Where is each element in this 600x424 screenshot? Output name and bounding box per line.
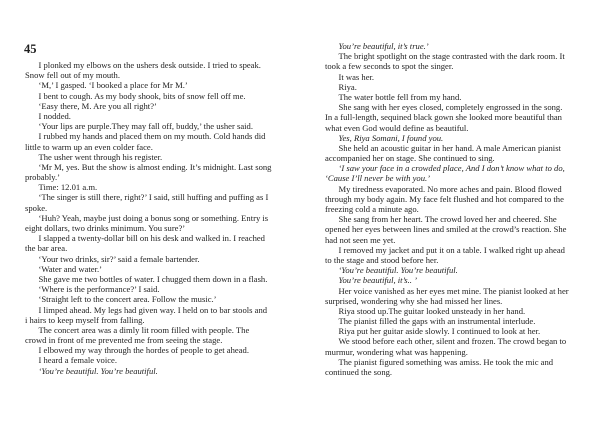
text-line: You’re beautiful, it’s.. ’	[338, 275, 417, 286]
text-line: ‘Water and water.’	[38, 263, 102, 274]
text-line: I slapped a twenty-dollar bill on his desk and walked in. I reached	[38, 233, 265, 244]
text-line: I rubbed my hands and placed them on my mouth. Cold hands did	[38, 131, 266, 142]
text-line: ‘Cause I’ll never be with you.’	[325, 173, 431, 184]
text-line: The pianist filled the gaps with an instrumental interlude.	[338, 316, 536, 327]
text-line: She sang with her eyes closed, completely engrossed in the song.	[338, 102, 563, 113]
text-line: ‘The singer is still there, right?’ I said, still huffing and puffing as I	[38, 192, 269, 203]
text-line: I nodded.	[38, 110, 71, 121]
text-line: ‘Straight left to the concert area. Follow the music.’	[38, 294, 217, 305]
text-line: She sang from her heart. The crowd loved her and cheered. She	[338, 214, 557, 225]
text-line: took a few seconds to spot the singer.	[325, 61, 454, 72]
text-line: had not seen me yet.	[325, 234, 396, 245]
page-number: 45	[24, 42, 37, 56]
text-line: Riya put her guitar aside slowly. I continued to look at her.	[338, 326, 541, 337]
text-line: Riya.	[338, 81, 357, 92]
text-line: ‘I saw your face in a crowded place, And I don’t know what to do,	[338, 163, 565, 174]
text-line: continued the song.	[325, 367, 393, 377]
text-line: The water bottle fell from my hand.	[338, 91, 462, 102]
text-line: ‘Mr M, yes. But the show is almost ending. It’s midnight. Last song	[38, 161, 272, 172]
text-line: The pianist figured something was amiss. He took the mic and	[338, 356, 554, 367]
text-line: ‘You’re beautiful. You’re beautiful.	[38, 365, 158, 376]
text-line: ‘Easy there, M. Are you all right?’	[38, 100, 157, 111]
text-line: ‘M,’ I gasped. ‘I booked a place for Mr M.’	[38, 80, 188, 91]
text-line: Yes, Riya Somani, I found you.	[338, 132, 444, 143]
text-line: I removed my jacket and put it on a table. I walked right up ahead	[338, 244, 565, 255]
text-line: probably.’	[25, 172, 60, 183]
text-line: Time: 12.01 a.m.	[38, 182, 98, 193]
text-line: accompanied her on stage. She continued to sing.	[325, 153, 495, 164]
text-line: My tiredness evaporated. No more aches and pain. Blood flowed	[338, 183, 562, 194]
text-line: The concert area was a dimly lit room filled with people. The	[38, 324, 250, 335]
left-text-column	[25, 60, 300, 376]
text-line: Her voice vanished as her eyes met mine. The pianist looked at her	[338, 285, 569, 296]
text-line: The bright spotlight on the stage contrasted with the dark room. It	[338, 51, 565, 62]
text-line: We stood before each other, silent and frozen. The crowd began to	[338, 336, 567, 347]
text-line: She held an acoustic guitar in her hand. A male American pianist	[338, 142, 561, 153]
text-line: Snow fell out of my mouth.	[25, 70, 121, 81]
text-line: crowd in front of me prevented me from seeing the stage.	[25, 335, 223, 346]
text-line: I plonked my elbows on the ushers desk outside. I tried to speak.	[38, 60, 261, 70]
text-line: I elbowed my way through the hordes of people to get ahead.	[38, 345, 249, 356]
text-line: ‘Your two drinks, sir?’ said a female bartender.	[38, 253, 200, 264]
text-line: In a full-length, sequined black gown she looked more beautiful than	[325, 112, 562, 123]
text-line: spoke.	[25, 202, 48, 213]
text-line: ‘Where is the performance?’ I said.	[38, 284, 160, 295]
text-line: You’re beautiful, it’s true.’	[338, 41, 429, 51]
text-line: to the stage and stood before her.	[325, 254, 439, 265]
text-line: little to warm up an even colder face.	[25, 141, 153, 152]
text-line: ‘Huh? Yeah, maybe just doing a bonus song or something. Entry is	[38, 212, 269, 223]
right-text-column	[325, 41, 585, 377]
text-line: freezing cold a minute ago.	[325, 204, 419, 214]
text-line: surprised, wondering why she had missed her lines.	[325, 295, 503, 306]
text-line: It was her.	[338, 71, 375, 82]
text-line: opened her eyes between lines and smiled at the crowd’s reaction. She	[325, 224, 567, 235]
text-line: the bar area.	[25, 243, 68, 254]
text-line: Riya stood up.The guitar looked unsteady in her hand.	[338, 305, 526, 316]
text-line: through my body again. My face felt flushed and hot compared to the	[325, 193, 564, 204]
text-line: eight dollars, two drinks minimum. You sure?’	[25, 223, 186, 233]
text-line: I bent to cough. As my body shook, bits of snow fell off me.	[38, 90, 246, 101]
text-line: I heard a female voice.	[38, 355, 117, 366]
text-line: She gave me two bottles of water. I chugged them down in a flash.	[38, 273, 268, 284]
text-line: i hairs to keep myself from falling.	[25, 314, 145, 325]
text-line: what even God would define as beautiful.	[325, 122, 469, 133]
text-line: I limped ahead. My legs had given way. I held on to bar stools and	[38, 304, 268, 315]
text-line: ‘Your lips are purple.They may fall off, buddy,’ the usher said.	[38, 121, 253, 132]
text-line: The usher went through his register.	[38, 151, 163, 162]
text-line: murmur, wondering what was happening.	[325, 346, 468, 357]
text-line: ‘You’re beautiful. You’re beautiful.	[338, 265, 458, 276]
